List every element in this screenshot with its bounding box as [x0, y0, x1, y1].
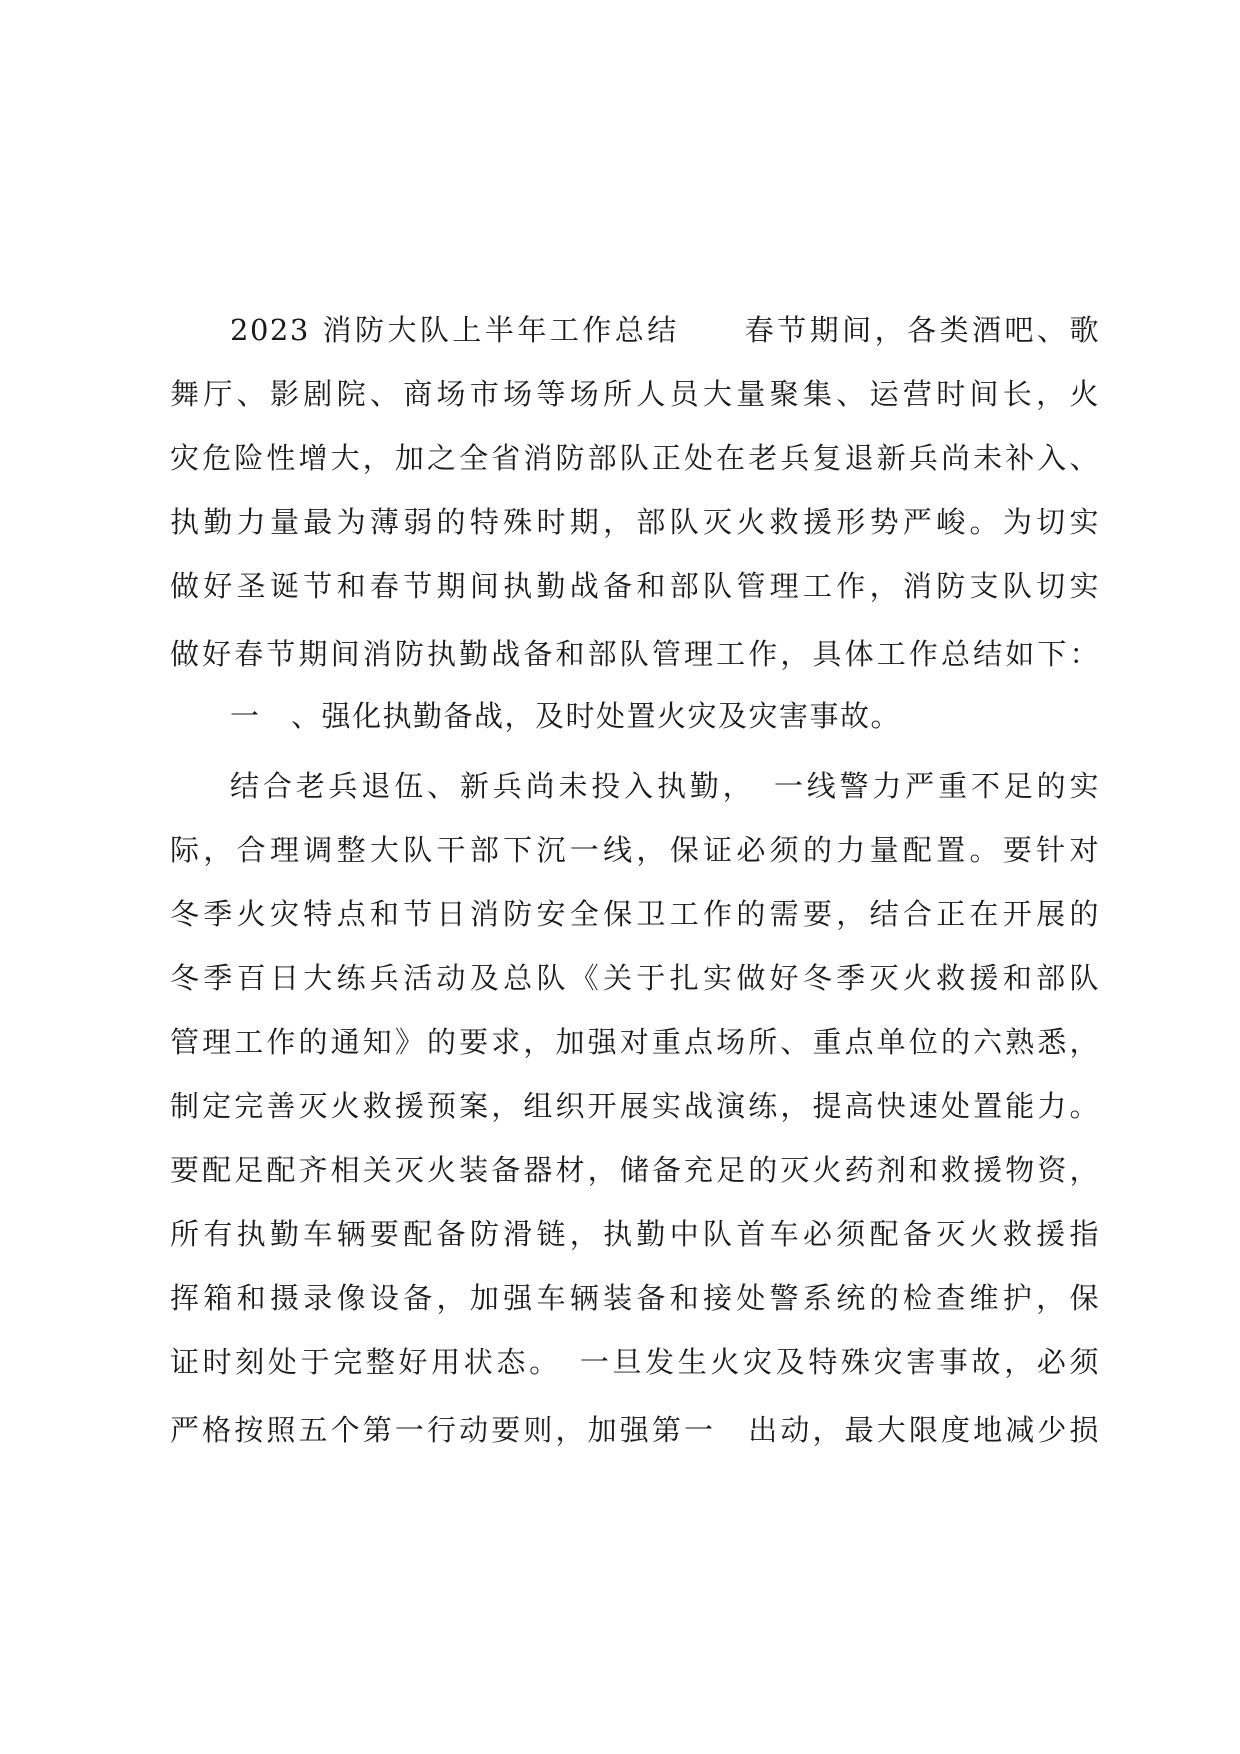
paragraph-line: 结合老兵退伍、新兵尚未投入执勤， 一线警力严重不足的实 [230, 769, 1100, 803]
paragraph-line: 所有执勤车辆要配备防滑链，执勤中队首车必须配备灭火救援指 [170, 1217, 1100, 1251]
paragraph-line: 冬季百日大练兵活动及总队《关于扎实做好冬季灭火救援和部队 [170, 961, 1100, 995]
paragraph-line: 际，合理调整大队干部下沉一线，保证必须的力量配置。要针对 [170, 833, 1100, 867]
paragraph-line: 灾危险性增大，加之全省消防部队正处在老兵复退新兵尚未补入、 [170, 441, 1100, 475]
section-heading: 一 、强化执勤备战，及时处置火灾及灾害事故。 [230, 699, 902, 733]
paragraph-line: 冬季火灾特点和节日消防安全保卫工作的需要，结合正在开展的 [170, 897, 1100, 931]
paragraph-line: 挥箱和摄录像设备，加强车辆装备和接处警系统的检查维护，保 [170, 1281, 1100, 1315]
paragraph-line: 舞厅、影剧院、商场市场等场所人员大量聚集、运营时间长，火 [170, 377, 1100, 411]
paragraph-line: 要配足配齐相关灭火装备器材，储备充足的灭火药剂和救援物资， [170, 1153, 1100, 1187]
paragraph-line: 管理工作的通知》的要求，加强对重点场所、重点单位的六熟悉， [170, 1025, 1100, 1059]
paragraph-line: 证时刻处于完整好用状态。 一旦发生火灾及特殊灾害事故，必须 [170, 1345, 1100, 1379]
paragraph-line: 制定完善灭火救援预案，组织开展实战演练，提高快速处置能力。 [170, 1089, 1100, 1123]
paragraph-line-title: 2023 消防大队上半年工作总结 春节期间，各类酒吧、歌 [230, 313, 1100, 347]
paragraph-line: 严格按照五个第一行动要则，加强第一 出动，最大限度地减少损 [170, 1413, 1100, 1447]
paragraph-line: 做好春节期间消防执勤战备和部队管理工作，具体工作总结如下： [170, 637, 1100, 671]
paragraph-line: 执勤力量最为薄弱的特殊时期，部队灭火救援形势严峻。为切实 [170, 505, 1100, 539]
paragraph-line: 做好圣诞节和春节期间执勤战备和部队管理工作，消防支队切实 [170, 569, 1100, 603]
document-body [170, 310, 1100, 1474]
